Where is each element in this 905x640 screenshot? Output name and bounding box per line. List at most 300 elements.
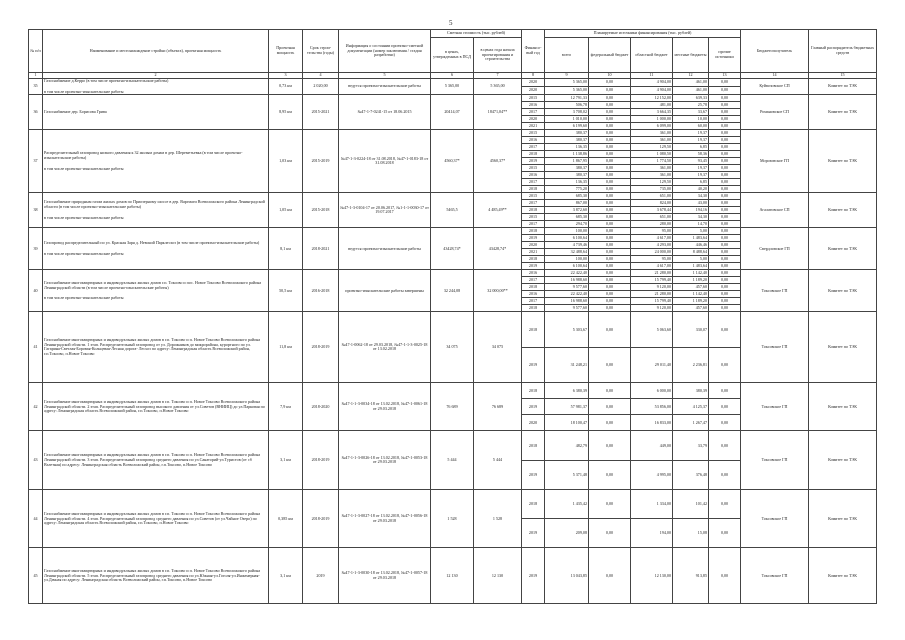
project-subtitle: в том числе проектно-изыскательские работы [44,165,124,171]
row-number: 38 [29,193,43,228]
table-row [29,312,877,348]
other-value: 0,00 [709,461,741,490]
federal-value: 0,00 [589,277,631,284]
regional-value: 4 904,00 [631,79,673,87]
total-value: 6 199,60 [545,123,589,130]
design-docs: №47-1-3-0104-17 от 20.06.2017, №1-1-1-0030-17 от 19.07.2017 [339,193,431,228]
regional-value: 481,00 [631,102,673,109]
regional-value: 95,00 [631,228,673,235]
other-value: 0,00 [709,263,741,270]
fin-year: 2015 [522,130,545,137]
table-row [29,490,877,519]
fin-year: 2018 [522,284,545,291]
federal-value: 0,00 [589,102,631,109]
recipient: Романовское СП [741,95,809,130]
fin-year: 2021 [522,123,545,130]
local-value: 4 125,37 [673,399,709,415]
regional-value: 1 334,00 [631,490,673,519]
total-value: 136,35 [545,144,589,151]
local-value: 33,67 [673,109,709,116]
total-value: 209,08 [545,519,589,548]
federal-value: 0,00 [589,284,631,291]
other-value: 0,00 [709,270,741,277]
row-number: 39 [29,228,43,270]
total-value: 1 010,00 [545,116,589,123]
header-sources-group: Планируемые источники финансирования (тыс. рублей) [545,30,741,38]
project-name [43,95,269,130]
estimate-current: 34 075 [431,312,474,383]
period: 2019 [303,548,339,604]
recipient: Токсовское ГП [741,270,809,312]
local-value: 34,30 [673,214,709,221]
header-total: всего [545,38,589,73]
recipient: Агалатовское СП [741,193,809,228]
table-row [29,548,877,604]
period: 2018-2020 [303,383,339,431]
table-row [29,431,877,461]
fin-year: 2017 [522,221,545,228]
fin-year: 2018 [522,151,545,158]
capacity: 3,1 км [269,431,303,490]
estimate-current: 4560,37* [431,130,474,193]
regional-value: 12 130,00 [631,548,673,604]
fin-year: 2020 [522,79,545,87]
col-number: 11 [631,73,673,79]
estimate-current: 5 365,00 [431,79,474,95]
manager: Комитет по ТЭК [809,193,877,228]
other-value: 0,00 [709,249,741,256]
recipient: Свердловское ГП [741,228,809,270]
other-value: 0,00 [709,291,741,298]
total-value: 32 488,64 [545,249,589,256]
project-title: Газоснабжение многоквартирных и индивидуальных жилых домов в г.п. Токсово и п. Новое Токсово Всеволожского района Ленинградской области. 3 этап. Распределительный газопровод среднего давления по ул.Санаторий-ул.Туристов (от сб Взлетная) по адресу: Ленинградская область Всеволожский район, г.п.Токсово, п.Новое Токсово [44,452,261,467]
local-value: 25,78 [673,102,709,109]
project-title: Газоснабжение многоквартирных и индивидуальных жилых домов в г.п. Токсово и п. Новое Токсово Всеволожского района Ленинградской области. 2 этап. Распределительный газопровод высокого давления от ул.Советов (ВНИИЦ) до ул.Парковая по адресу: Ленинградская область Всеволожский район, г.п.Токсово, п.Новое Токсово [44,398,265,414]
fin-year: 2020 [522,116,545,123]
fin-year: 2017 [522,200,545,207]
table-row [29,130,877,137]
regional-value: 361,00 [631,130,673,137]
total-value: 100,00 [545,228,589,235]
federal-value: 0,00 [589,123,631,130]
col-number: 14 [741,73,809,79]
federal-value: 0,00 [589,207,631,214]
federal-value: 0,00 [589,270,631,277]
local-value: 1 189,20 [673,298,709,305]
fin-year: 2015 [522,95,545,102]
table-row [29,270,877,277]
federal-value: 0,00 [589,193,631,200]
project-name [43,383,269,431]
other-value: 0,00 [709,144,741,151]
col-number: 8 [522,73,545,79]
period: 2015-2019 [303,130,339,193]
federal-value: 0,00 [589,249,631,256]
total-value: 867,00 [545,200,589,207]
total-value: 380,37 [545,130,589,137]
other-value: 0,00 [709,228,741,235]
fin-year: 2017 [522,277,545,284]
header-estimate-group: Сметная стоимость (тыс. рублей) [431,30,522,38]
project-name [43,312,269,383]
capacity: 3,1 км [269,548,303,604]
project-subtitle: в том числе проектно-изыскательские работы [44,295,124,301]
estimate-year: 4560,37* [474,130,522,193]
capacity: 0,385 км [269,490,303,548]
fin-year: 2016 [522,137,545,144]
page-number: 5 [449,19,453,27]
project-title: Газоснабжение многоквартирных и индивидуальных жилых домов в г.п. Токсово и п. Новое Токсово Всеволожского района Ленинградской области. 5 этап. Распределительный газопровод среднего давления по ул.Южная-ул.Гоголя-ул.Инженерная-ул.Дачная по адресу: Ленинградская область Всеволожский район, г.п.Токсово, п.Новое Токсово [44,567,261,583]
total-value: 16 988,60 [545,277,589,284]
federal-value: 0,00 [589,144,631,151]
other-value: 0,00 [709,242,741,249]
local-value: 93,45 [673,158,709,165]
total-value: 9 577,60 [545,305,589,312]
recipient: Токсовское ГП [741,490,809,548]
manager: Комитет по ТЭК [809,95,877,130]
estimate-year: 76 689 [474,383,522,431]
table-row [29,193,877,200]
capacity: 8,95 км [269,95,303,130]
total-value: 380,37 [545,137,589,144]
total-value: 57 981,37 [545,399,589,415]
total-value: 12 791,33 [545,95,589,102]
row-number: 37 [29,130,43,193]
federal-value: 0,00 [589,186,631,193]
federal-value: 0,00 [589,256,631,263]
regional-value: 15 799,40 [631,277,673,284]
federal-value: 0,00 [589,165,631,172]
other-value: 0,00 [709,548,741,604]
header-local: местные бюджеты [673,38,709,73]
fin-year: 2018 [522,383,545,399]
other-value: 0,00 [709,158,741,165]
other-value: 0,00 [709,256,741,263]
fin-year: 2019 [522,348,545,383]
col-number: 10 [589,73,631,79]
regional-value: 21 280,00 [631,291,673,298]
capacity: 8,1 км [269,228,303,270]
regional-value: 194,00 [631,519,673,548]
design-docs: №47-1-1-3-0027-18 от 13.02.2018, №47-1-0056-18 от 29.03.2018 [339,490,431,548]
recipient: Токсовское ГП [741,312,809,383]
header-manager: Главный распорядитель бюджетных средств [809,30,877,73]
total-value: 6 100,64 [545,263,589,270]
estimate-year: 34 075 [474,312,522,383]
federal-value: 0,00 [589,312,631,348]
estimate-current: 12 130 [431,548,474,604]
total-value: 506,78 [545,102,589,109]
project-subtitle: в том числе проектно-изыскательские работы [44,88,124,94]
other-value: 0,00 [709,137,741,144]
period: 2018-2019 [303,490,339,548]
manager: Комитет по ТЭК [809,312,877,383]
fin-year: 2019 [522,519,545,548]
regional-value: 824,00 [631,200,673,207]
federal-value: 0,00 [589,548,631,604]
header-regional: областной бюджет [631,38,673,73]
capacity: 0,73 км [269,79,303,95]
project-title: Газопровод распределительный по ул. Красная Заря д. Невский Парклесхоз (в том числе проектно-изыскательские работы) [44,240,260,246]
total-value: 3 872,60 [545,207,589,214]
local-value: 194,16 [673,207,709,214]
local-value: 15,08 [673,519,709,548]
col-number: 15 [809,73,877,79]
row-number: 41 [29,312,43,383]
total-value: 4 739,46 [545,242,589,249]
fin-year: 2015 [522,214,545,221]
other-value: 0,00 [709,490,741,519]
investment-table [28,29,877,604]
federal-value: 0,00 [589,95,631,102]
federal-value: 0,00 [589,490,631,519]
federal-value: 0,00 [589,228,631,235]
other-value: 0,00 [709,87,741,95]
regional-value: 53 856,00 [631,399,673,415]
federal-value: 0,00 [589,263,631,270]
other-value: 0,00 [709,235,741,242]
other-value: 0,00 [709,284,741,291]
row-number: 36 [29,95,43,130]
project-title: Газоснабжение многоквартирных и индивидуальных жилых домов в г.п. Токсово и п. Новое Токсово Всеволожского района Ленинградской области. 4 этап. Распределительный газопровод среднего давления по ул.Советов (от ул.Чайное Озеро) по адресу: Ленинградская область Всеволожский район, г.п.Токсово, п.Новое Токсово [44,510,261,526]
table-row [29,383,877,399]
total-value: 100,00 [545,256,589,263]
regional-value: 1 774,50 [631,158,673,165]
period: 2015-2018 [303,193,339,228]
total-value: 5 371,48 [545,461,589,490]
project-name [43,490,269,548]
local-value: 1 142,40 [673,291,709,298]
manager: Комитет по ТЭК [809,130,877,193]
other-value: 0,00 [709,207,741,214]
local-value: 19,37 [673,172,709,179]
estimate-year: 12 130 [474,548,522,604]
recipient: Токсовское ГП [741,383,809,431]
other-value: 0,00 [709,348,741,383]
fin-year: 2019 [522,461,545,490]
recipient: Куйвозовское СП [741,79,809,95]
estimate-current: 32 244,08 [431,270,474,312]
federal-value: 0,00 [589,348,631,383]
design-docs: №47-1-0062-18 от 29.03.2018, №47-1-1-3-0025-18 от 13.02.2018 [339,312,431,383]
period: 2 020,00 [303,79,339,95]
local-value: 40,20 [673,186,709,193]
project-title: Газоснабжение дер. Борисова Грива [44,109,107,115]
local-value: 1 267,47 [673,415,709,431]
row-number: 43 [29,431,43,490]
regional-value: 4 904,00 [631,87,673,95]
estimate-year: 5 444 [474,431,522,490]
local-value: 19,37 [673,130,709,137]
capacity: 7,9 км [269,383,303,431]
regional-value: 15 799,40 [631,298,673,305]
total-value: 136,35 [545,179,589,186]
manager: Комитет по ТЭК [809,79,877,95]
fin-year: 2019 [522,399,545,415]
estimate-current: 5 444 [431,431,474,490]
total-value: 5 303,67 [545,312,589,348]
other-value: 0,00 [709,179,741,186]
estimate-year: 18471,04** [474,95,522,130]
project-name [43,130,269,193]
design-docs: ведутся проектно-изыскательские работы [339,228,431,270]
other-value: 0,00 [709,277,741,284]
local-value: 330,07 [673,312,709,348]
fin-year: 2017 [522,298,545,305]
design-docs: №47-1-1-3-0030-18 от 13.02.2018, №47-1-0057-18 от 29.03.2018 [339,548,431,604]
total-value: 685,30 [545,214,589,221]
project-subtitle: в том числе проектно-изыскательские работы [44,250,124,256]
fin-year: 2018 [522,431,545,461]
period: 2018-2019 [303,312,339,383]
local-value: 34,30 [673,193,709,200]
recipient: Токсовское ГП [741,431,809,490]
federal-value: 0,00 [589,87,631,95]
other-value: 0,00 [709,431,741,461]
federal-value: 0,00 [589,461,631,490]
other-value: 0,00 [709,305,741,312]
local-value: 461,00 [673,79,709,87]
regional-value: 1 080,50 [631,151,673,158]
header-est-current: в ценах, утвержденных в ПСД [431,38,474,73]
header-est-year: в ценах года начала проектирования и строительства [474,38,522,73]
local-value: 380,39 [673,383,709,399]
federal-value: 0,00 [589,109,631,116]
local-value: 1 189,20 [673,277,709,284]
col-number: 4 [303,73,339,79]
row-number: 45 [29,548,43,604]
manager: Комитет по ТЭК [809,228,877,270]
local-value: 461,00 [673,87,709,95]
header-recipient: Бюджетополучатель [741,30,809,73]
regional-value: 361,00 [631,137,673,144]
capacity: 11,8 км [269,312,303,383]
total-value: 6 100,64 [545,235,589,242]
fin-year: 2018 [522,207,545,214]
other-value: 0,00 [709,102,741,109]
period: 2018-2019 [303,431,339,490]
local-value: 6,85 [673,144,709,151]
other-value: 0,00 [709,186,741,193]
regional-value: 3 664,35 [631,109,673,116]
header-period: Срок строи-тельства (годы) [303,30,339,73]
manager: Комитет по ТЭК [809,270,877,312]
manager: Комитет по ТЭК [809,383,877,431]
header-capacity: Проектная мощность [269,30,303,73]
total-value: 22 422,40 [545,270,589,277]
row-number: 35 [29,79,43,95]
period: 2016-2018 [303,270,339,312]
col-number: 5 [339,73,431,79]
table-row [29,228,877,235]
fin-year: 2017 [522,179,545,186]
total-value: 380,37 [545,172,589,179]
total-value: 5 365,00 [545,79,589,87]
federal-value: 0,00 [589,242,631,249]
other-value: 0,00 [709,200,741,207]
estimate-year: 32 000,00** [474,270,522,312]
federal-value: 0,00 [589,137,631,144]
other-value: 0,00 [709,109,741,116]
capacity: 1,05 км [269,193,303,228]
fin-year: 2017 [522,109,545,116]
estimate-year: 43428,74* [474,228,522,270]
table-body [29,79,877,604]
fin-year: 2015 [522,193,545,200]
fin-year: 2016 [522,270,545,277]
local-value: 19,37 [673,137,709,144]
total-value: 18 100,47 [545,415,589,431]
federal-value: 0,00 [589,221,631,228]
federal-value: 0,00 [589,415,631,431]
other-value: 0,00 [709,151,741,158]
other-value: 0,00 [709,79,741,87]
header-fin-year: Финансо-вый год [522,30,545,73]
total-value: 13 043,85 [545,548,589,604]
fin-year: 2017 [522,144,545,151]
regional-value: 12 152,00 [631,95,673,102]
other-value: 0,00 [709,95,741,102]
other-value: 0,00 [709,130,741,137]
fin-year: 2018 [522,186,545,193]
project-title: Распределительный газопровод низкого давления к 32 жилым домам в дер. Шереметьевка (в том числе проектно-изыскательские работы) [44,150,243,161]
other-value: 0,00 [709,165,741,172]
design-docs: №47-1-1-3-0026-18 от 13.02.2018, №47-1-0053-18 от 29.03.2018 [339,431,431,490]
local-value: 5,00 [673,228,709,235]
fin-year: 2021 [522,249,545,256]
header-other: прочие источники [709,38,741,73]
project-name [43,431,269,490]
other-value: 0,00 [709,123,741,130]
header-name: Наименование и местонахождение стройки (объекта), проектная мощность [43,30,269,73]
regional-value: 3 678,44 [631,207,673,214]
federal-value: 0,00 [589,291,631,298]
period: 2015-2021 [303,95,339,130]
header-federal: федеральный бюджет [589,38,631,73]
total-value: 294,70 [545,221,589,228]
fin-year: 2020 [522,415,545,431]
federal-value: 0,00 [589,519,631,548]
fin-year: 2019 [522,158,545,165]
manager: Комитет по ТЭК [809,548,877,604]
total-value: 1 435,42 [545,490,589,519]
local-value: 5,00 [673,256,709,263]
project-subtitle: в том числе проектно-изыскательские работы [44,214,124,220]
other-value: 0,00 [709,221,741,228]
fin-year: 2020 [522,87,545,95]
federal-value: 0,00 [589,116,631,123]
estimate-year: 1 528 [474,490,522,548]
local-value: 8 488,64 [673,249,709,256]
regional-value: 9 120,00 [631,305,673,312]
capacity: 1,03 км [269,130,303,193]
regional-value: 651,00 [631,193,673,200]
total-value: 482,79 [545,431,589,461]
other-value: 0,00 [709,312,741,348]
local-value: 10,00 [673,116,709,123]
estimate-current: 5465,5 [431,193,474,228]
other-value: 0,00 [709,383,741,399]
fin-year: 2018 [522,305,545,312]
design-docs: №47-1-3-0224-18 от 31.08.2018, №47-1-0183-18 от 31.08.2018 [339,130,431,193]
project-title: Газоснабжение многоквартирных и индивидуальных жилых домов г.п. Токсово и пос. Новое Токсово Всеволожского района Ленинградской области (в том числе проектно-изыскательские работы) [44,279,262,290]
project-title: Газоснабжение д.Керро (в том числе проектно-изыскательские работы) [44,78,169,83]
regional-value: 651,00 [631,214,673,221]
fin-year: 2016 [522,102,545,109]
other-value: 0,00 [709,399,741,415]
other-value: 0,00 [709,116,741,123]
estimate-current: 43428,74* [431,228,474,270]
